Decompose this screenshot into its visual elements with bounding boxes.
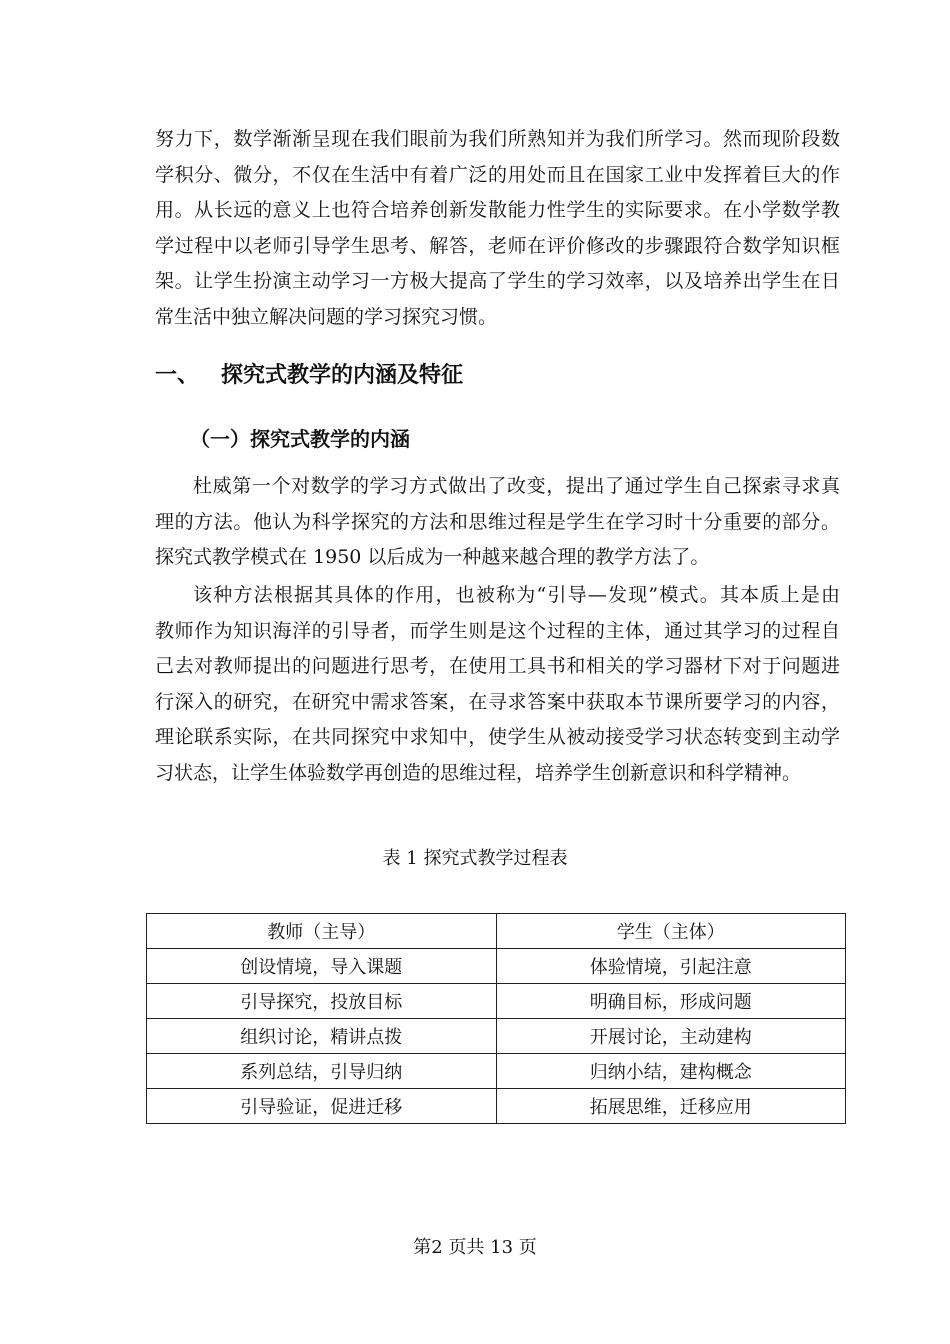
body-paragraph-dewey	[155, 469, 840, 576]
table-cell: 引导验证，促进迁移	[147, 1089, 497, 1124]
table-cell: 拓展思维，迁移应用	[496, 1089, 846, 1124]
table-header-row	[147, 914, 846, 949]
table-cell: 开展讨论，主动建构	[496, 1019, 846, 1054]
paragraph-line: 教师作为知识海洋的引导者，而学生则是这个过程的主体，通过其学习的过程自	[155, 619, 840, 642]
paragraph-line: 行深入的研究，在研究中需求答案，在寻求答案中获取本节课所要学习的内容，	[155, 690, 840, 713]
table-cell: 明确目标，形成问题	[496, 984, 846, 1019]
paragraph-line: 探究式教学模式在 1950 以后成为一种越来越合理的教学方法了。	[155, 546, 710, 568]
paragraph-line: 杜威第一个对数学的学习方式做出了改变，提出了通过学生自己探索寻求真	[193, 475, 840, 497]
intro-line: 架。让学生扮演主动学习一方极大提高了学生的学习效率，以及培养出学生在日	[155, 270, 840, 292]
intro-paragraph	[155, 122, 840, 335]
paragraph-line: 理的方法。他认为科学探究的方法和思维过程是学生在学习时十分重要的部分。	[155, 510, 840, 533]
table-row	[147, 1054, 846, 1089]
table-row	[147, 949, 846, 984]
table-cell: 系列总结，引导归纳	[147, 1054, 497, 1089]
table-row	[147, 1089, 846, 1124]
intro-line: 学积分、微分，不仅在生活中有着广泛的用处而且在国家工业中发挥着巨大的作	[155, 163, 840, 186]
paragraph-line: 理论联系实际，在共同探究中求知中，使学生从被动接受学习状态转变到主动学	[155, 726, 840, 748]
section-number: 一、	[155, 363, 200, 388]
intro-line: 努力下，数学渐渐呈现在我们眼前为我们所熟知并为我们所学习。然而现阶段数	[155, 128, 840, 150]
table-caption: 表 1 探究式教学过程表	[382, 848, 568, 869]
header-teacher: 教师（主导）	[147, 914, 497, 949]
table-row	[147, 984, 846, 1019]
table-cell: 组织讨论，精讲点拨	[147, 1019, 497, 1054]
section-heading	[155, 358, 463, 389]
process-table	[146, 913, 846, 1124]
table-cell: 创设情境，导入课题	[147, 949, 497, 984]
section-title: 探究式教学的内涵及特征	[221, 363, 464, 388]
paragraph-line: 习状态，让学生体验数学再创造的思维过程，培养学生创新意识和科学精神。	[155, 761, 802, 784]
header-student: 学生（主体）	[496, 914, 846, 949]
paragraph-line: 己去对教师提出的问题进行思考，在使用工具书和相关的学习器材下对于问题进	[155, 655, 840, 677]
subsection-heading: （一）探究式教学的内涵	[190, 427, 410, 451]
table-row	[147, 1019, 846, 1054]
intro-line: 学过程中以老师引导学生思考、解答，老师在评价修改的步骤跟符合数学知识框	[155, 234, 840, 257]
table-cell: 引导探究，投放目标	[147, 984, 497, 1019]
paragraph-line: 该种方法根据其具体的作用，也被称为“引导—发现”模式。其本质上是由	[193, 584, 840, 606]
page-footer: 第2 页共 13 页	[413, 1237, 537, 1258]
table-cell: 归纳小结，建构概念	[496, 1054, 846, 1089]
intro-line: 常生活中独立解决问题的学习探究习惯。	[155, 305, 498, 328]
body-paragraph-method	[155, 578, 840, 791]
intro-line: 用。从长远的意义上也符合培养创新发散能力性学生的实际要求。在小学数学教	[155, 199, 840, 221]
table-cell: 体验情境，引起注意	[496, 949, 846, 984]
